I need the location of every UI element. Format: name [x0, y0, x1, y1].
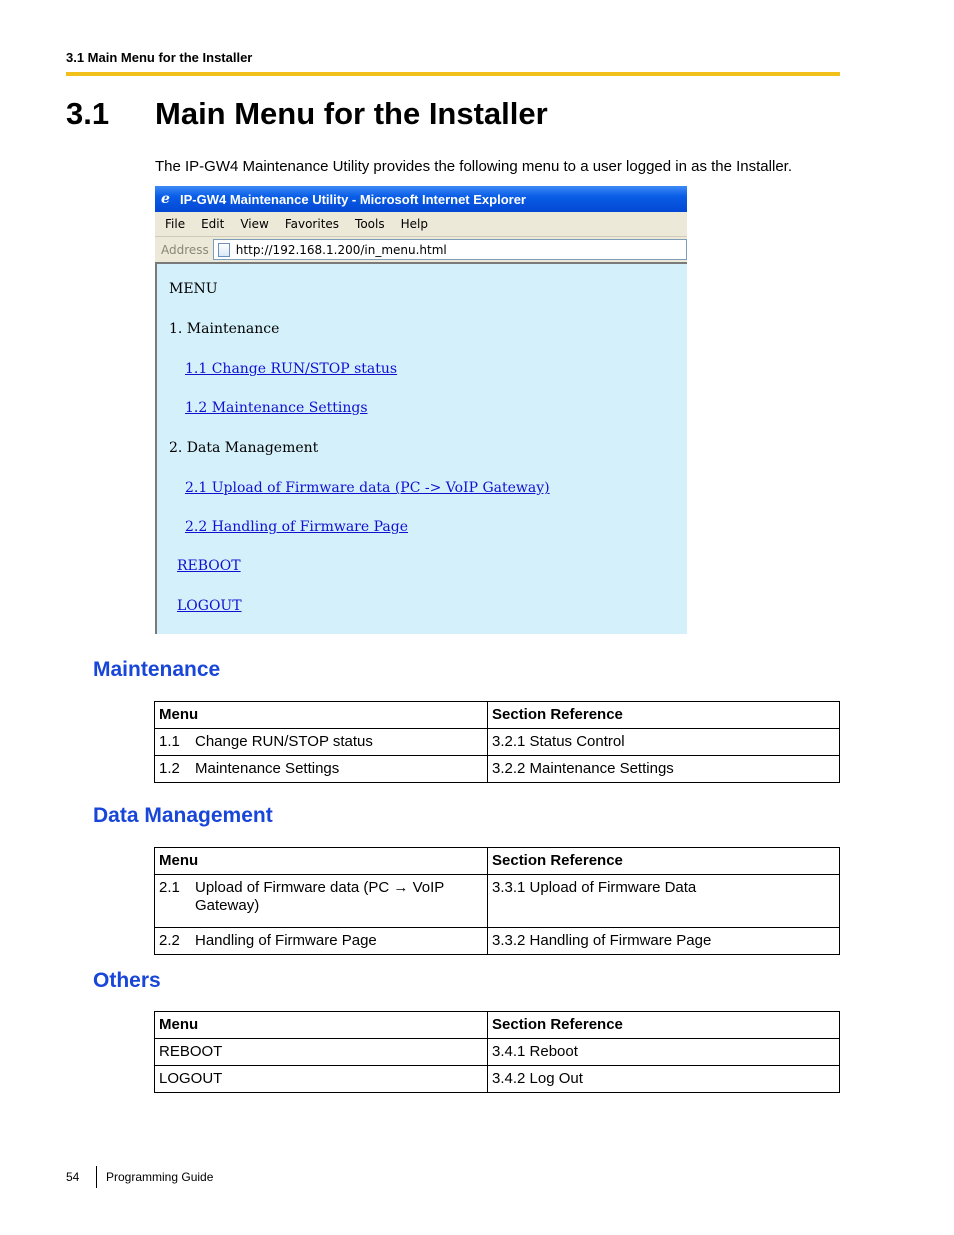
page-number: 54	[66, 1170, 80, 1184]
table-row	[155, 875, 840, 928]
menu-view[interactable]: View	[240, 217, 269, 231]
table-header-row	[155, 1012, 840, 1039]
menu-help[interactable]: Help	[400, 217, 428, 231]
data-management-heading: Data Management	[93, 804, 273, 827]
footer-divider	[96, 1166, 97, 1188]
col-section-reference: Section Reference	[488, 702, 840, 729]
col-section-reference: Section Reference	[488, 848, 840, 875]
menu-number: 1.2	[159, 760, 180, 777]
page-icon	[218, 243, 230, 257]
table-header-row	[155, 848, 840, 875]
others-table	[154, 1011, 840, 1093]
guide-name: Programming Guide	[106, 1170, 214, 1184]
section-reference: 3.4.2 Log Out	[488, 1066, 840, 1093]
col-menu: Menu	[155, 848, 488, 875]
browser-screenshot	[155, 186, 687, 634]
window-titlebar	[155, 186, 687, 212]
table-header-row	[155, 702, 840, 729]
section-reference: 3.3.1 Upload of Firmware Data	[488, 875, 840, 928]
menu-number: 2.2	[159, 932, 180, 949]
menu-favorites[interactable]: Favorites	[284, 217, 340, 231]
menu-file[interactable]: File	[165, 217, 186, 231]
page-footer	[66, 1166, 213, 1188]
menu-name: Change RUN/STOP status	[195, 733, 373, 750]
table-row	[155, 756, 840, 783]
section-reference: 3.3.2 Handling of Firmware Page	[488, 928, 840, 955]
table-row	[155, 928, 840, 955]
link-change-run-stop[interactable]: 1.1 Change RUN/STOP status	[185, 361, 398, 377]
maintenance-heading: Maintenance	[93, 658, 221, 681]
page-group-data-management: 2. Data Management	[169, 440, 319, 456]
menu-name: Maintenance Settings	[195, 760, 340, 777]
table-row	[155, 1039, 840, 1066]
address-input[interactable]	[213, 239, 687, 260]
page-group-maintenance: 1. Maintenance	[169, 321, 280, 337]
address-value: http://192.168.1.200/in_menu.html	[235, 242, 447, 257]
section-reference: 3.4.1 Reboot	[488, 1039, 840, 1066]
link-logout[interactable]: LOGOUT	[177, 598, 242, 614]
menu-name: LOGOUT	[155, 1066, 488, 1093]
section-reference: 3.2.2 Maintenance Settings	[488, 756, 840, 783]
section-number: 3.1	[66, 96, 110, 131]
running-head: 3.1 Main Menu for the Installer	[66, 50, 253, 65]
link-handling-firmware[interactable]: 2.2 Handling of Firmware Page	[185, 519, 408, 535]
col-menu: Menu	[155, 702, 488, 729]
col-section-reference: Section Reference	[488, 1012, 840, 1039]
link-upload-firmware[interactable]: 2.1 Upload of Firmware data (PC -> VoIP Gateway)	[185, 480, 550, 496]
section-reference: 3.2.1 Status Control	[488, 729, 840, 756]
section-title	[66, 96, 548, 132]
menu-name: REBOOT	[155, 1039, 488, 1066]
address-label: Address	[161, 242, 209, 257]
page-menu-heading: MENU	[169, 281, 218, 297]
browser-page-content	[155, 262, 687, 634]
menu-number: 2.1	[159, 879, 180, 896]
link-reboot[interactable]: REBOOT	[177, 558, 241, 574]
link-maintenance-settings[interactable]: 1.2 Maintenance Settings	[185, 400, 368, 416]
header-rule	[66, 72, 840, 76]
window-title: IP-GW4 Maintenance Utility - Microsoft Internet Explorer	[180, 191, 526, 207]
others-heading: Others	[93, 969, 161, 992]
section-title-text: Main Menu for the Installer	[155, 96, 548, 131]
menu-number: 1.1	[159, 733, 180, 750]
col-menu: Menu	[155, 1012, 488, 1039]
address-bar	[155, 237, 687, 263]
menu-name: Upload of Firmware data (PC → VoIP Gateway)	[195, 879, 444, 914]
browser-menubar	[155, 212, 687, 237]
data-management-table	[154, 847, 840, 955]
table-row	[155, 1066, 840, 1093]
intro-text: The IP-GW4 Maintenance Utility provides the following menu to a user logged in as the Installer.	[155, 158, 792, 175]
table-row	[155, 729, 840, 756]
menu-tools[interactable]: Tools	[355, 217, 385, 231]
menu-edit[interactable]: Edit	[201, 217, 225, 231]
maintenance-table	[154, 701, 840, 783]
menu-name: Handling of Firmware Page	[195, 932, 377, 949]
internet-explorer-icon: e	[161, 191, 170, 207]
